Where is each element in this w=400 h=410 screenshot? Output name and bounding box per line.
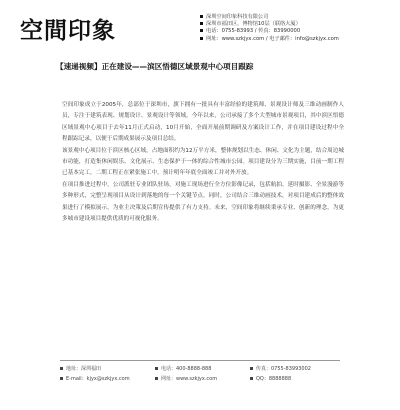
bullet-icon: [200, 37, 203, 40]
company-info-line: 深圳市福田区，博物馆10层（联络大厦）: [200, 21, 339, 28]
bullet-icon: [250, 367, 253, 370]
bullet-icon: [200, 22, 203, 25]
title-tag: 【速递视频】: [56, 62, 102, 71]
bullet-icon: [60, 367, 63, 370]
footer: [60, 364, 350, 384]
footer-item: QQ：8888888: [250, 374, 345, 384]
footer-row: [60, 374, 350, 384]
bullet-icon: [155, 367, 158, 370]
bullet-icon: [250, 377, 253, 380]
letterhead: [0, 0, 400, 55]
bullet-icon: [200, 29, 203, 32]
bullet-icon: [200, 15, 203, 18]
title-main: 正在建设——滨区悟德区域景观中心项目跟踪: [101, 62, 254, 71]
footer-item: 传真：0755-83993002: [250, 364, 345, 374]
footer-item: 电话：400-8888-888: [155, 364, 250, 374]
article-body: [62, 100, 344, 225]
company-info-line: 深圳空间印象科技有限公司: [200, 14, 339, 21]
article-title: [56, 61, 356, 72]
paragraph: 该景观中心项目位于滨区核心区域，占地面积约为12万平方米，整体规划以生态、休闲、文化为主题，结合周边城市功能，打造集休闲娱乐、文化展示、生态保护于一体的综合性城市公园。项目建设分为三期实施，目前一期工程已基本完工，二期工程正在紧张施工中，预计明年年底全面竣工并对外开放。: [62, 147, 344, 177]
footer-row: [60, 364, 350, 374]
footer-divider: [60, 360, 340, 361]
bullet-icon: [155, 377, 158, 380]
paragraph: 空间印象成立于2005年，总部位于深圳市，旗下拥有一批具有丰富经验的建筑师、景观设计师及三维动画制作人员，专注于建筑表现、规划设计、景观设计等领域。今年以来，公司承接了多个大型城市景观项目，其中滨区悟德区域景观中心项目于去年11月正式启动，10月开始，全面开展前期调研及方案设计工作，并在项目建设过程中全程跟踪记录，以便于后期成果展示及项目总结。: [62, 102, 344, 143]
footer-item: 地址：深圳福田: [60, 364, 155, 374]
company-logo: 空間印象: [20, 18, 116, 44]
bullet-icon: [60, 377, 63, 380]
company-info-line: 电话：0755-83993 / 传真：83990000: [200, 28, 339, 35]
footer-item: 网址：www.szkjyx.com: [155, 374, 250, 384]
company-info-line: 网址：www.szkjyx.com / 电子邮件：info@szkjyx.com: [200, 36, 339, 43]
footer-item: E-mail：kjyx@szkjyx.com: [60, 374, 155, 384]
paragraph: 在项目推进过程中，公司派驻专业团队驻场，对施工现场进行全方位影像记录，包括航拍、延时摄影、全景漫游等多种形式，完整呈现项目从设计到落地的每一个关键节点。同时，公司结合三维动画技术，对项目建成后的整体效果进行了模拟展示，为业主决策及后期宣传提供了有力支持。未来，空间印象将继续秉承专业、创新的理念，为更多城市建设项目提供优质的可视化服务。: [62, 181, 344, 223]
company-info: [200, 14, 339, 43]
